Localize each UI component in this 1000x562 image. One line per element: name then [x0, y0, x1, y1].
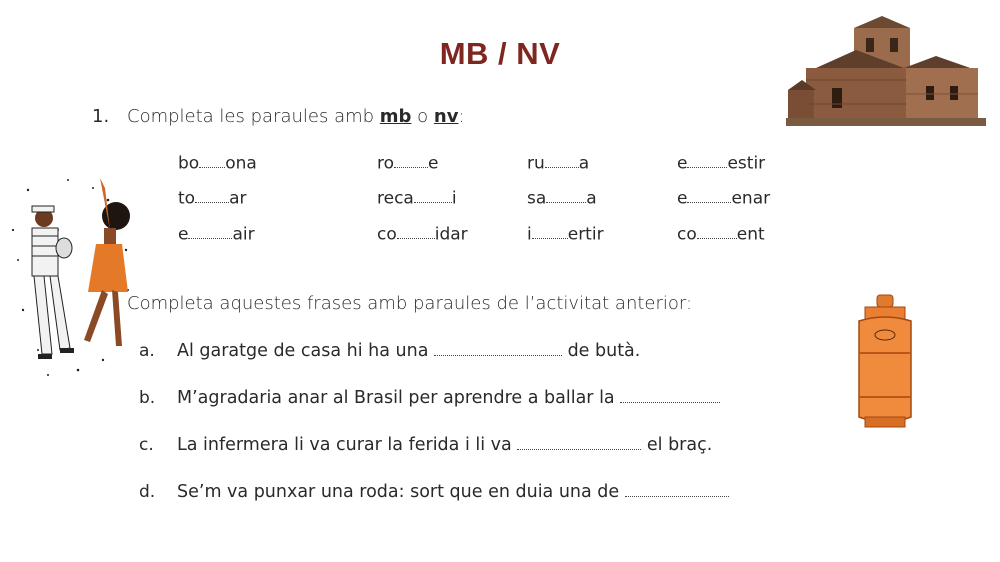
word-blank[interactable]: e air — [178, 224, 255, 245]
page-title: MB / NV — [439, 36, 561, 71]
word-blank[interactable]: to ar — [178, 188, 247, 209]
word-blank[interactable]: e estir — [677, 153, 766, 174]
word-blank[interactable]: e enar — [677, 188, 771, 209]
word-blank[interactable]: reca i — [377, 188, 457, 209]
option-mb: mb — [379, 106, 412, 127]
word-blank[interactable]: ru a — [527, 153, 590, 174]
word-blank[interactable]: sa a — [527, 188, 597, 209]
exercise-1-number: 1. — [92, 106, 110, 127]
sentence-c: La infermera li va curar la ferida i li va el braç. — [177, 435, 713, 455]
word-blank[interactable]: bo ona — [178, 153, 257, 174]
sentence-b: M’agradaria anar al Brasil per aprendre a ballar la — [177, 388, 720, 408]
sentence-blank[interactable] — [434, 341, 562, 356]
sentence-letter: b. — [139, 388, 156, 408]
exercise-2-instruction: Completa aquestes frases amb paraules de l’activitat anterior: — [127, 293, 693, 314]
word-blank[interactable]: co idar — [377, 224, 468, 245]
dancers-image — [8, 170, 136, 385]
sentence-blank[interactable] — [620, 388, 720, 403]
gas-bottle-image — [851, 293, 921, 433]
church-image — [786, 8, 986, 126]
sentence-a: Al garatge de casa hi ha una de butà. — [177, 341, 641, 361]
exercise-1-instruction: Completa les paraules amb mb o nv: — [127, 106, 465, 127]
sentence-letter: a. — [139, 341, 155, 361]
sentence-d: Se’m va punxar una roda: sort que en duia una de — [177, 482, 729, 502]
option-nv: nv — [433, 106, 459, 127]
word-blank[interactable]: co ent — [677, 224, 765, 245]
word-blank[interactable]: ro e — [377, 153, 439, 174]
sentence-letter: d. — [139, 482, 156, 502]
sentence-blank[interactable] — [517, 435, 641, 450]
word-blank[interactable]: i ertir — [527, 224, 604, 245]
sentence-blank[interactable] — [625, 482, 729, 497]
sentence-letter: c. — [139, 435, 154, 455]
